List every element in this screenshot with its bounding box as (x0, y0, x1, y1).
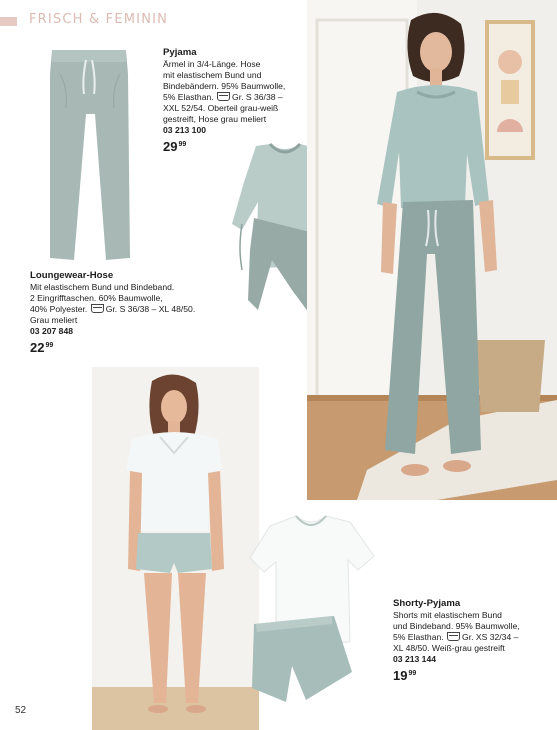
product-description-line: 40% Polyester. Gr. S 36/38 – XL 48/50. (30, 304, 196, 314)
wash-care-icon (91, 304, 104, 313)
product-description-line: und Bindeband. 95% Baumwolle, (393, 621, 520, 631)
product-description-line: Grau meliert (30, 315, 78, 325)
wash-care-icon (447, 632, 460, 641)
product-name: Pyjama (163, 47, 197, 58)
section-marker (0, 17, 17, 26)
product-description-line: XL 48/50. Weiß-grau gestreift (393, 643, 505, 653)
product-price: $22^{99}$ (30, 340, 54, 355)
wash-care-icon (217, 92, 230, 101)
product-description-line: Ärmel in 3/4-Länge. Hose (163, 59, 261, 69)
product-description-line: 5% Elasthan. Gr. XS 32/34 – (393, 632, 519, 642)
product-description-line: mit elastischem Bund und (163, 70, 262, 80)
shorty-model-photo[interactable] (92, 367, 259, 730)
pyjama-model-photo[interactable] (307, 0, 557, 500)
product-price: $29^{99}$ (163, 139, 187, 154)
shorty-flatlay-image[interactable] (246, 512, 376, 704)
product-name: Loungewear-Hose (30, 270, 114, 281)
pyjama-product-info (163, 47, 313, 152)
page-number: 52 (15, 705, 27, 716)
product-description-line: gestreift, Hose grau meliert (163, 114, 267, 124)
product-description-line: XXL 52/54. Oberteil grau-weiß (163, 103, 279, 113)
product-description-line: Mit elastischem Bund und Bindeband. (30, 282, 175, 292)
product-price: $19^{99}$ (393, 668, 417, 683)
product-sku: 03 213 100 (163, 125, 207, 135)
product-description-line: Bindebändern. 95% Baumwolle, (163, 81, 286, 91)
product-description-line: 5% Elasthan. Gr. S 36/38 – (163, 92, 283, 102)
loungewear-product-info (30, 270, 205, 353)
shorty-product-info (393, 598, 543, 681)
loungewear-pants-image[interactable] (40, 44, 140, 269)
product-name: Shorty-Pyjama (393, 598, 461, 609)
product-description-line: 2 Eingrifftaschen. 60% Baumwolle, (30, 293, 163, 303)
product-sku: 03 213 144 (393, 654, 437, 664)
product-description-line: Shorts mit elastischem Bund (393, 610, 502, 620)
product-sku: 03 207 848 (30, 326, 74, 336)
section-title: FRISCH & FEMININ (29, 12, 169, 27)
